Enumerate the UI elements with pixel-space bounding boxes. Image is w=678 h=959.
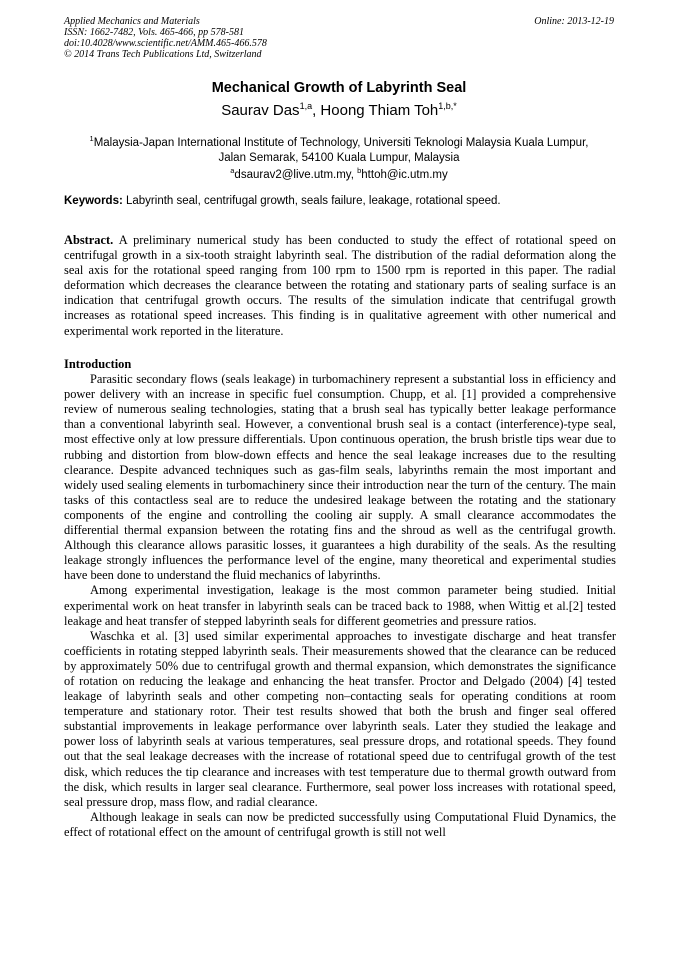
affiliation — [0, 131, 678, 166]
keywords-text: Labyrinth seal, centrifugal growth, seals failure, leakage, rotational speed. — [126, 195, 501, 207]
email-link[interactable]: httoh@ic.utm.my — [361, 168, 448, 181]
copyright-line: © 2014 Trans Tech Publications Ltd, Switzerland — [64, 49, 262, 60]
author-name: Saurav Das — [221, 102, 300, 119]
author-list: Saurav Das$^{1,a}$, Hoong Thiam Toh$^{1,b,*}$ — [221, 101, 457, 119]
affiliation-line-1: Malaysia-Japan International Institute of Technology, Universiti Teknologi Malaysia Kuala Lumpur, — [93, 136, 589, 149]
keywords — [64, 195, 616, 207]
section-heading: Introduction — [64, 357, 132, 371]
email-superscript: a — [230, 166, 235, 175]
paragraph: Among experimental investigation, leakage is the most common parameter being studied. Initial experimental work on heat transfer in labyrinth seals can be traced back to 1988, when Wittig et al.[2] tested leakage and heat transfer of stepped labyrinth seals for different geometries and pressure ratios. — [64, 583, 616, 628]
author-superscript: 1,b,* — [438, 101, 457, 111]
paragraph: Waschka et al. [3] used similar experimental approaches to investigate discharge and heat transfer coefficients in rotating stepped labyrinth seals. Their measurements showed that the clearance can be reduced by approximately 50% due to centrifugal growth and thermal expansion, which demonstrates the significance of rotation on reducing the leakage and enhancing the heat transfer. Proctor and Delgado (2004) [4] tested leakage of labyrinth seals and other competing non–contacting seals for operating conditions at room temperature and stationary rotor. Their test results showed that both the brush and finger seal offered substantial improvements in leakage performance over labyrinth seals. Later they studied the leakage and power loss of labyrinth seals at various temperatures, seal pressure drops, and rotational speeds. They found out that the seal leakage decreases with the increase of rotational speed due to centrifugal growth of the test disk, which reduces the tip clearance and increases with test temperature due to thermal growth outward from the disk, which results in larger seal clearance. Furthermore, seal power loss increases with rotational speed, seal pressure drop, mass flow, and radial clearance. — [64, 628, 616, 809]
doi-line: doi:10.4028/www.scientific.net/AMM.465-466.578 — [64, 38, 267, 49]
introduction-section — [64, 357, 616, 840]
abstract-label: Abstract. — [64, 233, 114, 247]
author-emails — [0, 166, 678, 181]
affiliation-superscript: 1 — [89, 134, 94, 143]
journal-name: Applied Mechanics and Materials — [64, 16, 200, 27]
paragraph: Although leakage in seals can now be predicted successfully using Computational Fluid Dynamics, the effect of rotational effect on the amount of centrifugal growth is still not well — [64, 809, 616, 839]
author-name: Hoong Thiam Toh — [320, 102, 439, 119]
affiliation-line-2: Jalan Semarak, 54100 Kuala Lumpur, Malaysia — [218, 151, 460, 164]
author-superscript: 1,a — [299, 101, 313, 111]
abstract-text: A preliminary numerical study has been conducted to study the effect of rotational speed on centrifugal growth in a six-tooth straight labyrinth seal. The distribution of the radial deformation along the seal axis for the rotational speed ranging from 100 rpm to 1500 rpm is reported in this paper. The radial deformation which decreases the clearance between the rotating and stationary parts of sealing surface is an indication that centrifugal growth occurs. The results of the simulation indicate that centrifugal growth increases as rotational speed increases. This finding is in qualitative agreement with other numerical and experimental work reported in the literature. — [64, 233, 616, 338]
email-superscript: b — [357, 166, 362, 175]
online-date: Online: 2013-12-19 — [534, 16, 614, 27]
keywords-label: Keywords: — [64, 195, 123, 207]
email-link[interactable]: dsaurav2@live.utm.my, — [234, 168, 354, 181]
paper-title: Mechanical Growth of Labyrinth Seal — [211, 80, 467, 96]
abstract — [64, 233, 616, 339]
journal-header — [64, 16, 424, 60]
issn-line: ISSN: 1662-7482, Vols. 465-466, pp 578-581 — [64, 27, 244, 38]
paragraph: Parasitic secondary flows (seals leakage) in turbomachinery represent a substantial loss in efficiency and power delivery with an increase in specific fuel consumption. Chupp, et al. [1] provided a comprehensive review of numerous sealing technologies, stating that a brush seal has typically better leakage performance than a conventional labyrinth seal. However, a conventional brush seal is a contact (interference)-type seal, most effective only at low pressure differentials. Upon continuous operation, the brush bristle tips wear due to rubbing and distortion from blow-down effects and hence the seal leakage increases due to the resulting clearance. Despite advanced techniques such as gas-film seals, labyrinths remain the most important and widely used sealing elements in turbomachinery since their introduction near the turn of the century. The main tasks of this contactless seal are to reduce the undesired leakage between the rotating and the stationary components of the engine and controlling the cooling air supply. A small clearance accommodates the differential thermal expansion between the rotating fins and the shroud as well as the centrifugal growth. Although this clearance allows parasitic losses, it guarantees a high durability of the seals. As the resulting leakage strongly influences the performance level of the engine, many theoretical and experimental studies have been done to understand the fluid mechanics of labyrinths. — [64, 372, 616, 583]
